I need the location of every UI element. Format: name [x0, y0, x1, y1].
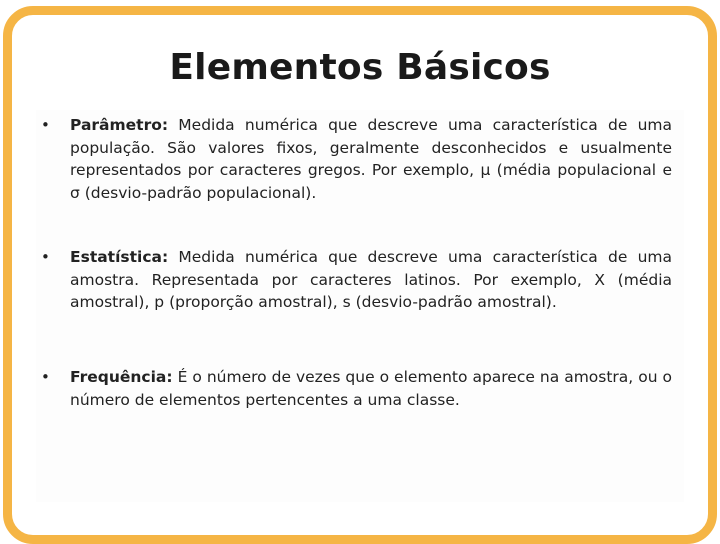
bullet-icon: •	[41, 116, 50, 134]
term-label: Parâmetro:	[70, 116, 169, 134]
term-definition: Medida numérica que descreve uma característica de uma população. São valores fixos, geralmente desconhecidos e usualmente representados por caracteres gregos. Por exemplo, µ (média populacional e σ (desvio-padrão populacional).	[70, 116, 672, 202]
term-label: Estatística:	[70, 248, 169, 266]
term-definition: Medida numérica que descreve uma característica de uma amostra. Representada por caracteres latinos. Por exemplo, X (média amostral), p (proporção amostral), s (desvio-padrão amostral).	[70, 248, 672, 311]
list-item-parametro	[41, 114, 672, 204]
content-area	[36, 110, 684, 502]
slide-title: Elementos Básicos	[169, 47, 551, 88]
list-item-frequencia	[41, 366, 672, 411]
term-definition: É o número de vezes que o elemento aparece na amostra, ou o número de elementos pertencentes a uma classe.	[70, 368, 672, 409]
list-item-estatistica	[41, 246, 672, 314]
term-label: Frequência:	[70, 368, 173, 386]
bullet-icon: •	[41, 368, 50, 386]
bullet-icon: •	[41, 248, 50, 266]
